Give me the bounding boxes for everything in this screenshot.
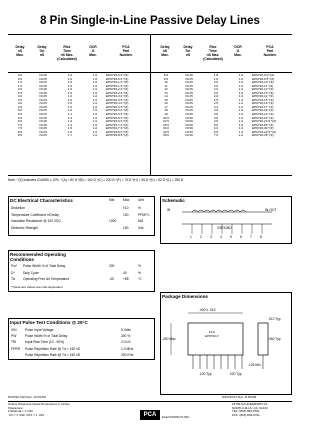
- part-number-cell: EP9793-4.0 *(Z): [106, 101, 129, 106]
- rise-time-cell: 1.0: [67, 90, 73, 95]
- delay-cell: 14: [164, 94, 168, 99]
- schematic-pin: 1: [190, 235, 192, 239]
- delay-cell: 17: [164, 104, 168, 109]
- roc-max: +85: [123, 277, 129, 281]
- rise-time-cell: 1.0: [67, 73, 73, 77]
- dcr-cell: 1.0: [238, 83, 244, 88]
- rise-time-cell: 1.0: [67, 80, 73, 85]
- tolerance-cell: ±0.25: [185, 80, 193, 85]
- dcr-cell: 1.0: [238, 119, 244, 124]
- delay-cell: 3.5: [17, 97, 23, 102]
- dc-unit: PPM/°C: [138, 212, 150, 217]
- tolerance-cell: ±0.25: [39, 129, 47, 134]
- tolerance-cell: ±0.25: [39, 90, 47, 95]
- rise-time-cell: 1.2: [67, 115, 73, 120]
- delay-cell: 5.0: [17, 108, 23, 113]
- table-row: [9, 134, 153, 138]
- dcr-cell: 1.0: [92, 126, 98, 131]
- delay-cell: 0.5: [17, 76, 23, 81]
- header-pca-left: PCA Part Number: [119, 45, 133, 57]
- tolerance-cell: ±0.25: [185, 104, 193, 109]
- input-sym: VIN: [11, 328, 17, 332]
- schematic-pin: 5: [230, 235, 232, 239]
- tolerance-cell: ±0.25: [39, 76, 47, 81]
- part-number-cell: EP9793-3.5 *(Z): [106, 97, 129, 102]
- dcr-cell: 1.0: [92, 83, 98, 88]
- dc-max: 100: [123, 212, 129, 217]
- delay-cell: 20.0: [162, 115, 170, 120]
- dc-col-unit: Unit: [138, 198, 144, 202]
- dcr-cell: 1.0: [92, 119, 98, 124]
- part-number-cell: EP9793-18 *(Z): [252, 108, 274, 113]
- roc-sym: D*: [11, 270, 15, 275]
- header-delay-right: Delay nS Max.: [160, 45, 170, 57]
- delay-cell: 11: [164, 83, 168, 88]
- dcr-cell: 1.0: [238, 108, 244, 113]
- tolerance-cell: ±0.50: [185, 129, 193, 134]
- dcr-cell: 1.0: [92, 104, 98, 109]
- delay-cell: 0.0: [17, 73, 23, 77]
- delay-cell: 18: [164, 108, 168, 113]
- dcr-cell: 1.0: [238, 112, 244, 117]
- tolerance-cell: ±0.25: [39, 126, 47, 131]
- rise-time-cell: 4.0: [213, 115, 219, 120]
- input-val: 2.0 nS: [121, 340, 131, 345]
- rise-time-cell: 3.6: [213, 108, 219, 113]
- delay-cell: 16: [164, 101, 168, 106]
- tolerance-cell: ±0.25: [39, 115, 47, 120]
- part-number-cell: EP9793-35 *(Z): [252, 133, 274, 138]
- delay-table-left: [9, 74, 153, 138]
- dc-unit: MΩ: [138, 219, 144, 223]
- dcr-cell: 1.0: [92, 129, 98, 134]
- tolerance-cell: ±0.25: [185, 101, 193, 106]
- part-number-cell: EP9793-0.5 *(Z): [106, 76, 129, 81]
- schematic-pin: 3: [210, 235, 212, 239]
- tolerance-cell: ±0.25: [185, 87, 193, 92]
- input-sym: FPRR: [11, 346, 20, 351]
- tolerance-cell: ±0.50: [185, 126, 193, 131]
- company-logo: PCA: [140, 410, 160, 420]
- tolerance-cell: ±0.25: [185, 76, 193, 81]
- tolerance-cell: ±0.50: [185, 119, 193, 124]
- delay-cell: 7.5: [17, 126, 23, 131]
- dim-length: .400 ± .015: [199, 308, 216, 312]
- dcr-cell: 1.0: [238, 104, 244, 109]
- input-label: Pulse Repetition Rate @ Td > 150 nS: [25, 352, 81, 357]
- dcr-cell: 1.0: [238, 133, 244, 138]
- doc-number-left: DS9793-X(Z) Rev. 10 5/1/00: [8, 395, 46, 399]
- header-delay-left: Delay nS Max.: [15, 45, 25, 57]
- roc-sym: Pw*: [11, 264, 17, 268]
- rise-time-cell: 2.5: [213, 97, 219, 102]
- impedance-note: Note : *(Z) indicates Z\u2080 ± 10% : *(A) = 50 Ω *(B) = 100 Ω *(C) = 200 Ω *(F) = 75 Ω *(H) = 55 Ω *(K) = 62 Ω *(L) = 250 Ω: [8, 178, 184, 182]
- delay-cell: 4.5: [17, 104, 23, 109]
- doc-number-right: DS9793X.0 Rev. B 8/5/98: [222, 395, 257, 399]
- dcr-cell: 1.0: [238, 90, 244, 95]
- tolerance-cell: ±0.25: [39, 101, 47, 106]
- rise-time-cell: 1.8: [213, 73, 219, 77]
- dc-unit: %: [138, 206, 141, 210]
- part-number-cell: EP9793-6.0 *(Z): [106, 115, 129, 120]
- delay-cell: 15: [164, 97, 168, 102]
- schematic-pin: 7: [250, 235, 252, 239]
- dc-max: 100: [123, 225, 129, 230]
- dcr-cell: 1.0: [238, 87, 244, 92]
- header-tol-right: Delay Tol. nS: [183, 45, 193, 57]
- dcr-cell: 1.0: [92, 108, 98, 113]
- roc-max: 40: [123, 270, 127, 275]
- rise-time-cell: 1.0: [67, 97, 73, 102]
- rise-time-cell: 1.5: [67, 126, 73, 131]
- delay-cell: 9.0: [163, 73, 169, 77]
- tolerance-cell: ±0.25: [39, 97, 47, 102]
- part-number-cell: EP9793-2.5 *(Z): [106, 90, 129, 95]
- header-tol-left: Delay Tol. nS: [37, 45, 47, 57]
- tolerance-cell: ±0.25: [39, 80, 47, 85]
- delay-cell: 2.0: [17, 87, 23, 92]
- schematic-pin: 8: [260, 235, 262, 239]
- delay-cell: 1.5: [17, 83, 23, 88]
- delay-cell: 7.0: [17, 122, 23, 127]
- part-number-cell: EP9793-22.5 *(Z): [252, 119, 277, 124]
- input-sym: TRI: [11, 340, 17, 345]
- delay-cell: 5.5: [17, 112, 23, 117]
- input-val: 300 %: [121, 334, 131, 339]
- rise-time-cell: 5.0: [213, 122, 219, 127]
- header-rise-right: Rise Time nS Max. (Calculated): [203, 45, 223, 61]
- package-title: Package Dimensions: [162, 294, 208, 299]
- part-number-cell: EP9793-32.5 *(Z): [252, 129, 277, 134]
- part-number-cell: EP9793-30 *(Z): [252, 126, 274, 131]
- part-number-cell: EP9793-17 *(Z): [252, 104, 274, 109]
- delay-cell: 2.5: [17, 90, 23, 95]
- rise-time-cell: 1.3: [67, 119, 73, 124]
- part-number-cell: EP9793-19 *(Z): [252, 112, 274, 117]
- part-number-cell: EP9793-3.0 *(Z): [106, 94, 129, 99]
- tolerance-cell: ±0.25: [39, 133, 47, 138]
- tolerance-cell: ±0.25: [39, 94, 47, 99]
- dim-lead-width: .020 Typ: [229, 372, 242, 376]
- rise-time-cell: 2.0: [213, 94, 219, 99]
- tolerance-cell: ±0.25: [39, 119, 47, 124]
- delay-cell: 35.0: [162, 133, 170, 138]
- part-number-cell: EP9793-11 *(Z): [252, 83, 274, 88]
- dcr-cell: 1.0: [238, 101, 244, 106]
- dc-col-max: Max.: [123, 198, 131, 202]
- part-number-cell: EP9793-13 *(Z): [252, 90, 274, 95]
- dcr-cell: 1.0: [238, 129, 244, 134]
- rise-time-cell: 1.0: [67, 76, 73, 81]
- delay-table-right: [155, 74, 299, 138]
- rise-time-cell: 2.5: [213, 101, 219, 106]
- part-number-cell: EP9793-0.0 *(Z): [106, 73, 129, 77]
- dc-label: Insulation Resistance @ 100 VDC: [11, 219, 61, 223]
- rise-time-cell: 1.4: [67, 122, 73, 127]
- roc-unit: %: [138, 270, 141, 275]
- rise-time-cell: 1.0: [67, 94, 73, 99]
- rise-time-cell: 3.8: [213, 112, 219, 117]
- roc-sym: TA: [11, 277, 15, 281]
- dcr-cell: 1.0: [238, 94, 244, 99]
- operating-conditions-box: [8, 250, 155, 292]
- delay-cell: 10: [164, 80, 168, 85]
- tolerance-cell: ±0.25: [185, 112, 193, 117]
- brand-name: ELECTRONICS INC.: [162, 415, 191, 419]
- dcr-cell: 1.0: [238, 115, 244, 120]
- dcr-cell: 1.0: [92, 87, 98, 92]
- header-rise-left: Rise Time nS Max. (Calculated): [57, 45, 77, 61]
- roc-min: 200: [109, 264, 115, 268]
- schematic-out-label: IN-OUT: [265, 208, 277, 212]
- dcr-cell: 1.0: [238, 73, 244, 77]
- dcr-cell: 1.0: [238, 126, 244, 131]
- dc-label: Distortion: [11, 206, 25, 210]
- dc-characteristics-box: [8, 196, 155, 236]
- part-number-cell: EP9793-14 *(Z): [252, 94, 274, 99]
- delay-cell: 32.5: [162, 129, 170, 134]
- header-dcr-left: DCR Ω Max.: [89, 45, 97, 57]
- package-marking: PCA EP9793-X: [205, 330, 219, 338]
- rise-time-cell: 7.0: [213, 133, 219, 138]
- input-title: Input Pulse Test Conditions @ 25°C: [10, 320, 88, 325]
- rise-time-cell: 6.0: [213, 126, 219, 131]
- tolerance-cell: ±0.25: [39, 87, 47, 92]
- dc-label: Dielectric Strength: [11, 225, 38, 230]
- input-val: 1.0 MHz: [121, 346, 134, 351]
- part-number-cell: EP9793-8.0 *(Z): [106, 129, 129, 134]
- dim-lead-length: .125 Min: [248, 363, 261, 367]
- tolerance-cell: ±0.25: [185, 83, 193, 88]
- dcr-cell: 1.0: [238, 122, 244, 127]
- dcr-cell: 1.0: [92, 115, 98, 120]
- input-sym: PW: [11, 334, 17, 339]
- schematic-in-label: IN: [167, 208, 171, 212]
- dcr-cell: 1.0: [92, 97, 98, 102]
- delay-cell: 19: [164, 112, 168, 117]
- delay-cell: 25.0: [162, 122, 170, 127]
- dcr-cell: 1.0: [92, 112, 98, 117]
- tolerance-cell: ±0.25: [185, 90, 193, 95]
- input-label: Pulse Input Voltage: [25, 328, 54, 332]
- dcr-cell: 1.0: [92, 101, 98, 106]
- tolerance-cell: ±0.50: [185, 133, 193, 138]
- part-number-cell: EP9793-6.5 *(Z): [106, 119, 129, 124]
- rise-time-cell: 3.4: [213, 104, 219, 109]
- part-number-cell: EP9793-1.0 *(Z): [106, 80, 129, 85]
- header-pca-right: PCA Part Number: [263, 45, 277, 57]
- rise-time-cell: 1.0: [67, 104, 73, 109]
- delay-cell: 8.0: [17, 129, 23, 134]
- dc-max: ±10: [123, 206, 129, 210]
- part-number-cell: EP9793-15 *(Z): [252, 97, 274, 102]
- delay-cell: 13: [164, 90, 168, 95]
- delay-cell: 30.0: [162, 126, 170, 131]
- rise-time-cell: 1.7: [67, 133, 73, 138]
- dcr-cell: 1.0: [92, 122, 98, 127]
- schematic-pin: 4: [220, 235, 222, 239]
- dc-col-min: Min.: [109, 198, 116, 202]
- delay-cell: 6.5: [17, 119, 23, 124]
- input-val: 300 KHz: [121, 352, 134, 357]
- delay-cell: 3.0: [17, 94, 23, 99]
- roc-label: Pulse Width % of Total Delay: [23, 264, 66, 268]
- tolerance-cell: ±0.25: [185, 97, 193, 102]
- part-number-cell: EP9793-12 *(Z): [252, 87, 274, 92]
- part-number-cell: EP9793-1.5 *(Z): [106, 83, 129, 88]
- input-label: Pulse Repetition Rate @ Td < 150 nS: [25, 346, 81, 351]
- roc-footnote: *These two values are inter-dependent: [11, 285, 63, 289]
- rise-time-cell: 4.5: [213, 119, 219, 124]
- schematic-pin: 6: [240, 235, 242, 239]
- part-number-cell: EP9793-20 *(Z): [252, 115, 274, 120]
- tolerance-cell: ±0.25: [39, 83, 47, 88]
- rise-time-cell: 1.0: [67, 101, 73, 106]
- package-dimensions-box: [160, 292, 292, 395]
- rise-time-cell: 1.9: [213, 76, 219, 81]
- dcr-cell: 1.0: [92, 133, 98, 138]
- tolerance-cell: ±0.25: [39, 108, 47, 113]
- roc-title: Recommended Operating Conditions: [10, 252, 66, 263]
- header-dcr-right: DCR Ω Max.: [234, 45, 242, 57]
- tolerance-cell: ±0.25: [185, 108, 193, 113]
- part-number-cell: EP9793-4.5 *(Z): [106, 104, 129, 109]
- roc-label: Duty Cycle: [23, 270, 39, 275]
- part-number-cell: EP9793-8.5 *(Z): [106, 133, 129, 138]
- rise-time-cell: 1.1: [67, 112, 73, 117]
- rise-time-cell: 1.0: [67, 87, 73, 92]
- part-number-cell: EP9793-7.5 *(Z): [106, 126, 129, 131]
- delay-cell: 6.0: [17, 115, 23, 120]
- input-val: 5 Volts: [121, 328, 131, 332]
- tolerance-cell: ±0.25: [185, 73, 193, 77]
- part-number-cell: EP9793-25 *(Z): [252, 122, 274, 127]
- rise-time-cell: 2.0: [213, 90, 219, 95]
- rise-time-cell: 1.0: [67, 108, 73, 113]
- tolerance-block: Unless Otherwise Noted Dimensions in Inches Tolerances : Fractional = ± 1/32 .XX = ± .030 .XXX = ± .010: [8, 402, 70, 417]
- table-row: [155, 134, 299, 138]
- dim-lead-thickness: .010 Typ: [268, 317, 281, 321]
- rise-time-cell: 2.0: [213, 83, 219, 88]
- part-number-cell: EP9793-10 *(Z): [252, 80, 274, 85]
- page-title: 8 Pin Single-in-Line Passive Delay Lines: [40, 15, 260, 27]
- roc-min: -40: [109, 277, 114, 281]
- rise-time-cell: 1.6: [67, 129, 73, 134]
- roc-unit: %: [138, 264, 141, 268]
- input-label: Input Rise Time (10 - 90%): [25, 340, 65, 345]
- part-number-cell: EP9793-2.0 *(Z): [106, 87, 129, 92]
- rise-time-cell: 2.0: [213, 87, 219, 92]
- tolerance-cell: ±0.50: [185, 115, 193, 120]
- dcr-cell: 1.0: [92, 76, 98, 81]
- dim-height: .250 Max: [162, 337, 176, 341]
- delay-cell: 1.0: [17, 80, 23, 85]
- part-number-cell: EP9793-5.0 *(Z): [106, 108, 129, 113]
- table-bottom-border: [8, 175, 292, 176]
- part-number-cell: EP9793-7.0 *(Z): [106, 122, 129, 127]
- delay-cell: 12: [164, 87, 168, 92]
- dc-unit: Vdc: [138, 225, 144, 230]
- part-number-cell: EP9793-9.0 *(Z): [252, 73, 275, 77]
- schematic-box: [160, 196, 292, 244]
- tolerance-cell: ±0.25: [39, 104, 47, 109]
- schematic-ground-label: GROUND: [217, 226, 232, 230]
- dim-standoff: .050 Typ: [268, 337, 281, 341]
- delay-cell: 22.5: [162, 119, 170, 124]
- dc-min: 1000: [109, 219, 117, 223]
- roc-label: Operating Free Air Temperature: [23, 277, 70, 281]
- dc-label: Temperature Coefficient of Delay: [11, 212, 59, 217]
- input-label: Pulse Width % of Total Delay: [25, 334, 68, 339]
- dcr-cell: 1.0: [238, 80, 244, 85]
- tolerance-cell: ±0.25: [39, 73, 47, 77]
- dcr-cell: 1.0: [92, 80, 98, 85]
- rise-time-cell: 1.0: [67, 83, 73, 88]
- company-address: 16799 SCHOENBORN ST. NORTH HILLS, CA. 91343 TEL: (818) 892-0761 FAX: (818) 894-5791: [232, 402, 268, 417]
- dcr-cell: 1.0: [92, 90, 98, 95]
- delay-cell: 9.5: [163, 76, 169, 81]
- tolerance-cell: ±0.50: [185, 122, 193, 127]
- schematic-pin: 2: [200, 235, 202, 239]
- tolerance-cell: ±0.25: [39, 122, 47, 127]
- dcr-cell: 1.0: [238, 97, 244, 102]
- roc-unit: °C: [138, 277, 142, 281]
- dim-pitch: .100 Typ: [199, 372, 212, 376]
- part-number-cell: EP9793-5.5 *(Z): [106, 112, 129, 117]
- part-number-cell: EP9793-16 *(Z): [252, 101, 274, 106]
- rise-time-cell: 6.5: [213, 129, 219, 134]
- part-number-cell: EP9793-9.5 *(Z): [252, 76, 275, 81]
- delay-cell: 4.0: [17, 101, 23, 106]
- tolerance-cell: ±0.25: [185, 94, 193, 99]
- schematic-pin-row: [190, 235, 270, 239]
- dcr-cell: 1.0: [238, 76, 244, 81]
- dcr-cell: 1.0: [92, 94, 98, 99]
- schematic-title: Schematic: [162, 198, 185, 203]
- tolerance-cell: ±0.25: [39, 112, 47, 117]
- input-pulse-box: [8, 318, 155, 360]
- rise-time-cell: 2.0: [213, 80, 219, 85]
- dcr-cell: 1.0: [92, 73, 98, 77]
- dc-title: DC Electrical Characteristics: [10, 198, 73, 203]
- delay-cell: 8.5: [17, 133, 23, 138]
